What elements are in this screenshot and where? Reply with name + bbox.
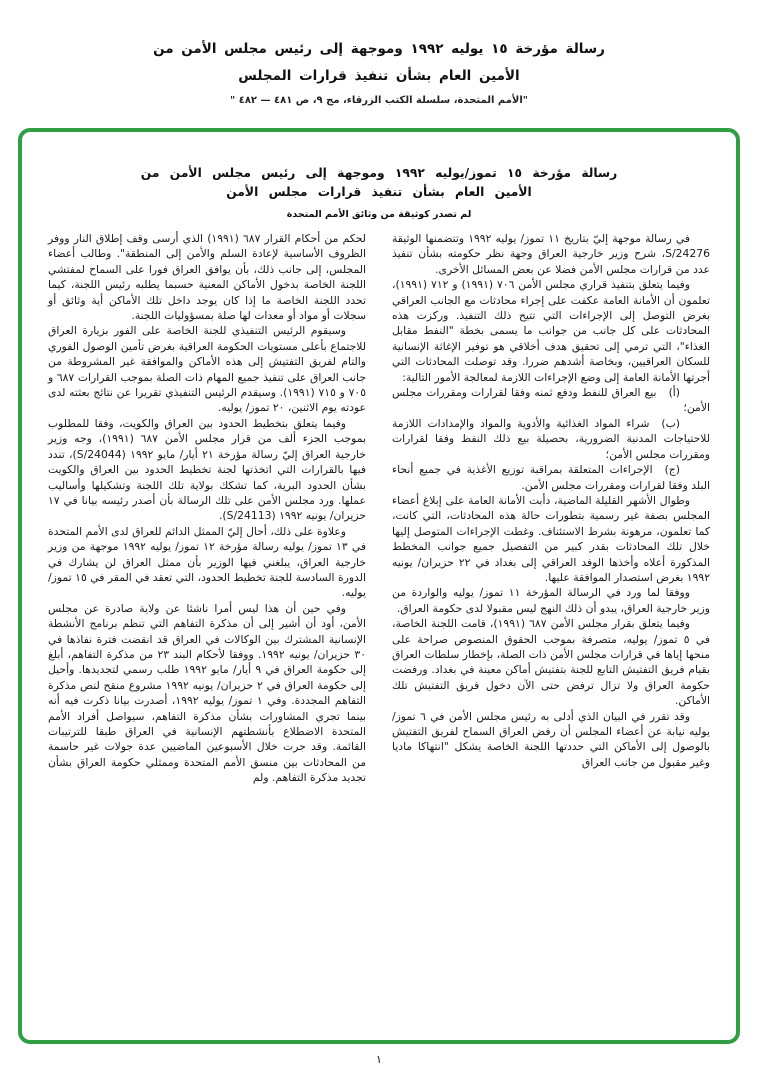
paragraph: وسيقوم الرئيس التنفيذي للجنة الخاصة على الفور بزيارة العراق للاجتماع بأعلى مستويات الحكومة العراقية بغرض تأمين الوصول الفوري والتام لفريق التفتيش إلى هذه الأماكن والموافقة غير المشروطة من جانب العراق على تنفيذ جميع المهام ذات الصلة بموجب القرارات ٦٨٧ و ٧٠٥ و ٧١٥ (١٩٩١). وسيقدم الرئيس التنفيذي تقريرا عن نتائج بعثته لدى عودته يوم الاثنين، ٢٠ تموز/ يوليه. [48,324,366,415]
list-marker-a: (أ) [668,386,680,400]
paragraph: وفيما يتعلق بتخطيط الحدود بين العراق والكويت، وفقا للمطلوب بموجب الجزء ألف من قرار مجلس الأمن ٦٨٧ (١٩٩١)، وجه وزير خارجية العراق إليّ رسالة مؤرخة ٢١ أيار/ مايو ١٩٩٢ (S/24044)، تندد فيها بالقرارات التي اتخذتها لجنة تخطيط الحدود بين العراق والكويت بشأن الحدود البرية، كما تشكك بولاية تلك اللجنة وتشكيلها وأساليب عملها. ورد مجلس الأمن على تلك الرسالة بأن أصدر رئيسه بيانا في ١٧ حزيران/ يونيه ١٩٩٢ (S/24113). [48,416,366,523]
paragraph: وفيما يتعلق بقرار مجلس الأمن ٦٨٧ (١٩٩١)، قامت اللجنة الخاصة، في ٥ تموز/ يوليه، متصرفة بموجب الحقوق المنصوص صراحة على منحها إياها في قرارات مجلس الأمن ذات الصلة، بإخطار سلطات العراق بقيام فريق التفتيش التابع للجنة بتفتيش أماكن معينة في بغداد. ورفضت حكومة العراق ولا تزال ترفض حتى الآن دخول فريق التفتيش تلك الأماكن. [392,617,710,708]
list-item-c [392,462,710,493]
paragraph: في رسالة موجهة إليّ بتاريخ ١١ تموز/ يوليه ١٩٩٢ وتتضمنها الوثيقة S/24276، شرح وزير خارجية العراق وجهة نظر حكومته بشأن تنفيذ عدد من قرارات مجلس الأمن فضلا عن بعض المسائل الأخرى. [392,232,710,276]
doc-title [48,164,710,202]
list-item-b [392,416,710,462]
header-title-line2: الأمين العام بشأن تنفيذ قرارات المجلس [238,68,520,84]
page-number: ١ [376,1053,382,1066]
source-note: "الأمم المتحدة، سلسلة الكتب الزرقاء، مج ٩، ص ٤٨١ — ٤٨٢ " [230,95,528,106]
list-text-b: شراء المواد الغذائية والأدوية والمواد والإمدادات اللازمة للاحتياجات المدنية الضرورية، بحصيلة بيع ذلك النفط وفقا لقرارات ومقررات مجلس الأمن؛ [392,416,710,461]
doc-title-line1: رسالة مؤرخة ١٥ تموز/يوليه ١٩٩٢ وموجهة إلى رئيس مجلس الأمن من [140,166,618,180]
list-item-a [392,385,710,416]
paragraph: ووفقا لما ورد في الرسالة المؤرخة ١١ تموز/ يوليه والواردة من وزير خارجية العراق، يبدو أن ذلك النهج ليس مقبولا لدى حكومة العراق. [392,586,710,615]
list-text-c: الإجراءات المتعلقة بمراقبة توزيع الأغذية في جميع أنحاء البلد وفقا لقرارات ومقررات مجلس الأمن. [392,463,710,492]
list-text-a: بيع العراق للنفط ودفع ثمنه وفقا لقرارات ومقررات مجلس الأمن؛ [392,386,710,415]
paragraph: وفي حين أن هذا ليس أمرا ناشئا عن ولاية صادرة عن مجلس الأمن، أود أن أشير إلى أن مذكرة التفاهم التي تنظم برنامج الأنشطة الإنسانية المشترك بين الوكالات في العراق قد انقضت فترة نفاذها في ٣٠ حزيران/ يونيه ١٩٩٢. ووفقا لأحكام البند ٢٣ من مذكرة التفاهم، أبلغ إلى حكومة العراق في ٩ أيار/ مايو ١٩٩٢ طلب رسمي لتجديدها. وأحيل إلى حكومة العراق في ٢ حزيران/ يونيه ١٩٩٢ مشروع منقح لنص مذكرة التفاهم المجددة. وفي ١ تموز/ يوليه ١٩٩٢، أصدرت بيانا ذكرت فيه أنه بينما تجري المشاورات بشأن مذكرة التفاهم، سيواصل أفراد الأمم المتحدة الاضطلاع بأنشطتهم الإنسانية في العراق طبقا للترتيبات القائمة. وقد جرت خلال الأسبوعين الماضيين عدة جولات غير حاسمة من المحادثات بين منسق الأمم المتحدة وممثلي حكومة العراق بشأن تجديد مذكرة التفاهم. ولم [48,601,367,785]
paragraph: وطوال الأشهر القليلة الماضية، دأبت الأمانة العامة على إبلاغ أعضاء المجلس بصفة غير رسمية بتطورات حالة هذه المحادثات، التي كانت، كما تعلمون، مرهونة بشرط الاستئناف. وغطت الإجراءات المتوصل إليها خلال تلك المحادثات بقدر كبير من التفصيل جميع جوانب المخطط المذكورة أعلاه وأخذها الوفد العراقي إلى بغداد في ٢٢ حزيران/ يونيه ١٩٩٢ بغرض استصدار الموافقة عليها. [392,493,710,584]
text-columns [48,231,710,786]
list-marker-c: (ج) [664,463,680,477]
paragraph: وفيما يتعلق بتنفيذ قراري مجلس الأمن ٧٠٦ (١٩٩١) و ٧١٢ (١٩٩١)، تعلمون أن الأمانة العامة عكفت على إجراء محادثات مع الجانب العراقي بغرض التوصل إلى الإجراءات التي تتيح ذلك التنفيذ. وركزت هذه المحادثات على كل جانب من جوانب ما يسمى بخطة "النفط مقابل الغذاء"، التي ترمي إلى تحقيق هدف أخلاقي هو توفير الإغاثة الإنسانية للسكان العراقيين، وبخاصة أشدهم ضررا. وقد توصلت المحادثات التي أجرتها الأمانة العامة إلى وضع الإجراءات اللازمة لمعالجة الأمور التالية: [392,278,710,384]
doc-subtitle: لم تصدر كوثيقة من وثائق الأمم المتحدة [286,209,472,220]
paragraph: وعلاوة على ذلك، أحال إليّ الممثل الدائم للعراق لدى الأمم المتحدة في ١٣ تموز/ يوليه رسالة مؤرخة ١٢ تموز/ يوليه ١٩٩٢ موجهة من وزير خارجية العراق، يبلغني فيها الوزير بأن ممثل العراق لن يشارك في الدورة السادسة للجنة تخطيط الحدود، التي تعقد في المقر في ١٥ تموز/ يوليه. [48,524,367,600]
document-frame [18,128,740,1044]
paragraph: وقد تقرر في البيان الذي أدلى به رئيس مجلس الأمن في ٦ تموز/ يوليه نيابة عن أعضاء المجلس أن رفض العراق السماح لفريق التفتيش بالوصول إلى الأماكن التي حددتها اللجنة الخاصة يشكل "انتهاكا ماديا وغير مقبول من جانب العراق [392,709,710,769]
document-body [22,132,736,786]
column-right [392,231,710,786]
page-header [0,0,758,106]
list-marker-b: (ب) [661,416,680,430]
paragraph-continuation: لحكم من أحكام القرار ٦٨٧ (١٩٩١) الذي أرسى وقف إطلاق النار ووفر الظروف الأساسية لإعادة السلم والأمن إلى المنطقة". وطالب أعضاء المجلس، إلى جانب ذلك، بأن يوافق العراق فورا على السماح لمفتشي اللجنة الخاصة بدخول الأماكن المعنية حسبما يطلبه رئيس اللجنة، كيما تحدد اللجنة الخاصة ما إذا كان يوجد داخل تلك الأماكن أية وثائق أو سجلات أو مواد أو معدات لها صلة بمسؤوليات اللجنة. [48,232,366,323]
header-title-line1: رسالة مؤرخة ١٥ يوليه ١٩٩٢ وموجهة إلى رئيس مجلس الأمن من [153,41,605,57]
doc-title-line2: الأمين العام بشأن تنفيذ قرارات مجلس الأمن [226,185,532,199]
column-left [48,231,366,786]
